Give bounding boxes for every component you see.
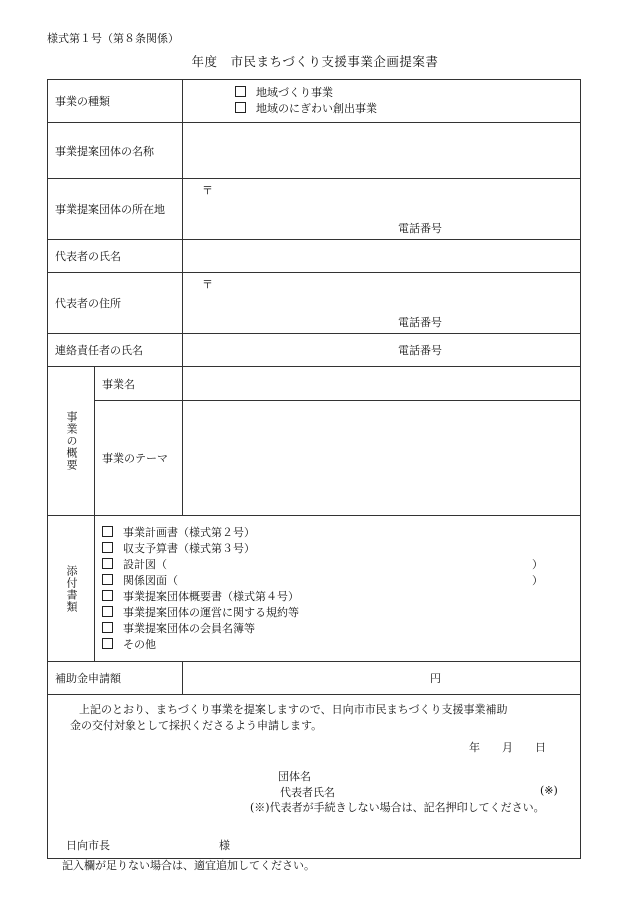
phone-label: 電話番号 [398,344,442,357]
subsidy-field[interactable] [183,662,581,695]
row-contact [48,334,581,367]
project-type-label: 事業の種類 [48,80,183,123]
project-type-options [183,80,581,123]
date-field[interactable]: 年 月 日 [469,741,546,754]
row-statement [48,695,581,859]
statement-line-1: 上記のとおり、まちづくり事業を提案しますので、日向市市民まちづくり支援事業補助 [79,703,508,716]
row-project-type [48,80,581,123]
subsidy-label: 補助金申請額 [48,662,183,695]
theme-field[interactable] [183,401,581,516]
statement-line-2: 金の交付対象として採択くださるよう申請します。 [70,719,323,732]
attachment-item[interactable]: 事業計画書（様式第２号） [102,525,580,541]
row-rep-name [48,240,581,273]
project-name-field[interactable] [183,367,581,401]
postal-mark: 〒 [202,184,213,197]
rep-name-label: 代表者の氏名 [48,240,183,273]
application-statement [48,695,581,859]
contact-label: 連絡責任者の氏名 [48,334,183,367]
seal-note: (※)代表者が手続きしない場合は、記名押印してください。 [250,801,545,814]
row-attachments [48,516,581,662]
attachments-group-label: 添付書類 [48,516,95,662]
row-project-name [48,367,581,401]
checkbox[interactable] [102,574,113,585]
attachment-item[interactable]: 事業提案団体概要書（様式第４号） [102,589,580,605]
attachment-item[interactable]: その他 [102,637,580,653]
row-subsidy [48,662,581,695]
option-community-building[interactable]: 地域づくり事業 [235,85,580,101]
row-theme [48,401,581,516]
attachment-item[interactable]: 関係図面（ ） [102,573,580,589]
phone-label: 電話番号 [398,316,442,329]
seal-mark: (※) [540,784,558,797]
form-number: 様式第１号（第８条関係） [47,32,179,45]
attachment-item[interactable]: 収支予算書（様式第３号） [102,541,580,557]
row-rep-address [48,273,581,334]
attachment-item[interactable]: 事業提案団体の会員名簿等 [102,621,580,637]
checkbox[interactable] [102,638,113,649]
checkbox[interactable] [235,102,246,113]
row-org-address [48,179,581,240]
proposal-form-table [47,79,581,859]
rep-name-field[interactable] [183,240,581,273]
org-name-label: 事業提案団体の名称 [48,123,183,179]
rep-address-field[interactable] [183,273,581,334]
checkbox[interactable] [235,86,246,97]
addressee: 日向市長 [66,839,110,852]
attachment-item[interactable]: 事業提案団体の運営に関する規約等 [102,605,580,621]
overview-group-label: 事業の概要 [48,367,95,516]
yen-unit: 円 [430,672,441,685]
attachments-list [95,516,581,662]
contact-field[interactable] [183,334,581,367]
document-title: 年度 市民まちづくり支援事業企画提案書 [191,54,439,69]
phone-label: 電話番号 [398,222,442,235]
attachment-item[interactable]: 設計図（ ） [102,557,580,573]
org-name-signature[interactable]: 団体名 [278,770,311,783]
row-org-name [48,123,581,179]
org-name-field[interactable] [183,123,581,179]
org-address-field[interactable] [183,179,581,240]
org-address-label: 事業提案団体の所在地 [48,179,183,240]
checkbox[interactable] [102,622,113,633]
checkbox[interactable] [102,590,113,601]
project-name-label: 事業名 [95,367,183,401]
option-local-vitality[interactable]: 地域のにぎわい創出事業 [235,101,580,117]
checkbox[interactable] [102,606,113,617]
checkbox[interactable] [102,542,113,553]
theme-label: 事業のテーマ [95,401,183,516]
honorific: 様 [219,839,230,852]
rep-address-label: 代表者の住所 [48,273,183,334]
footnote: 記入欄が足りない場合は、適宜追加してください。 [62,859,315,872]
checkbox[interactable] [102,526,113,537]
rep-name-signature[interactable]: 代表者氏名 [280,786,335,799]
checkbox[interactable] [102,558,113,569]
postal-mark: 〒 [202,278,213,291]
